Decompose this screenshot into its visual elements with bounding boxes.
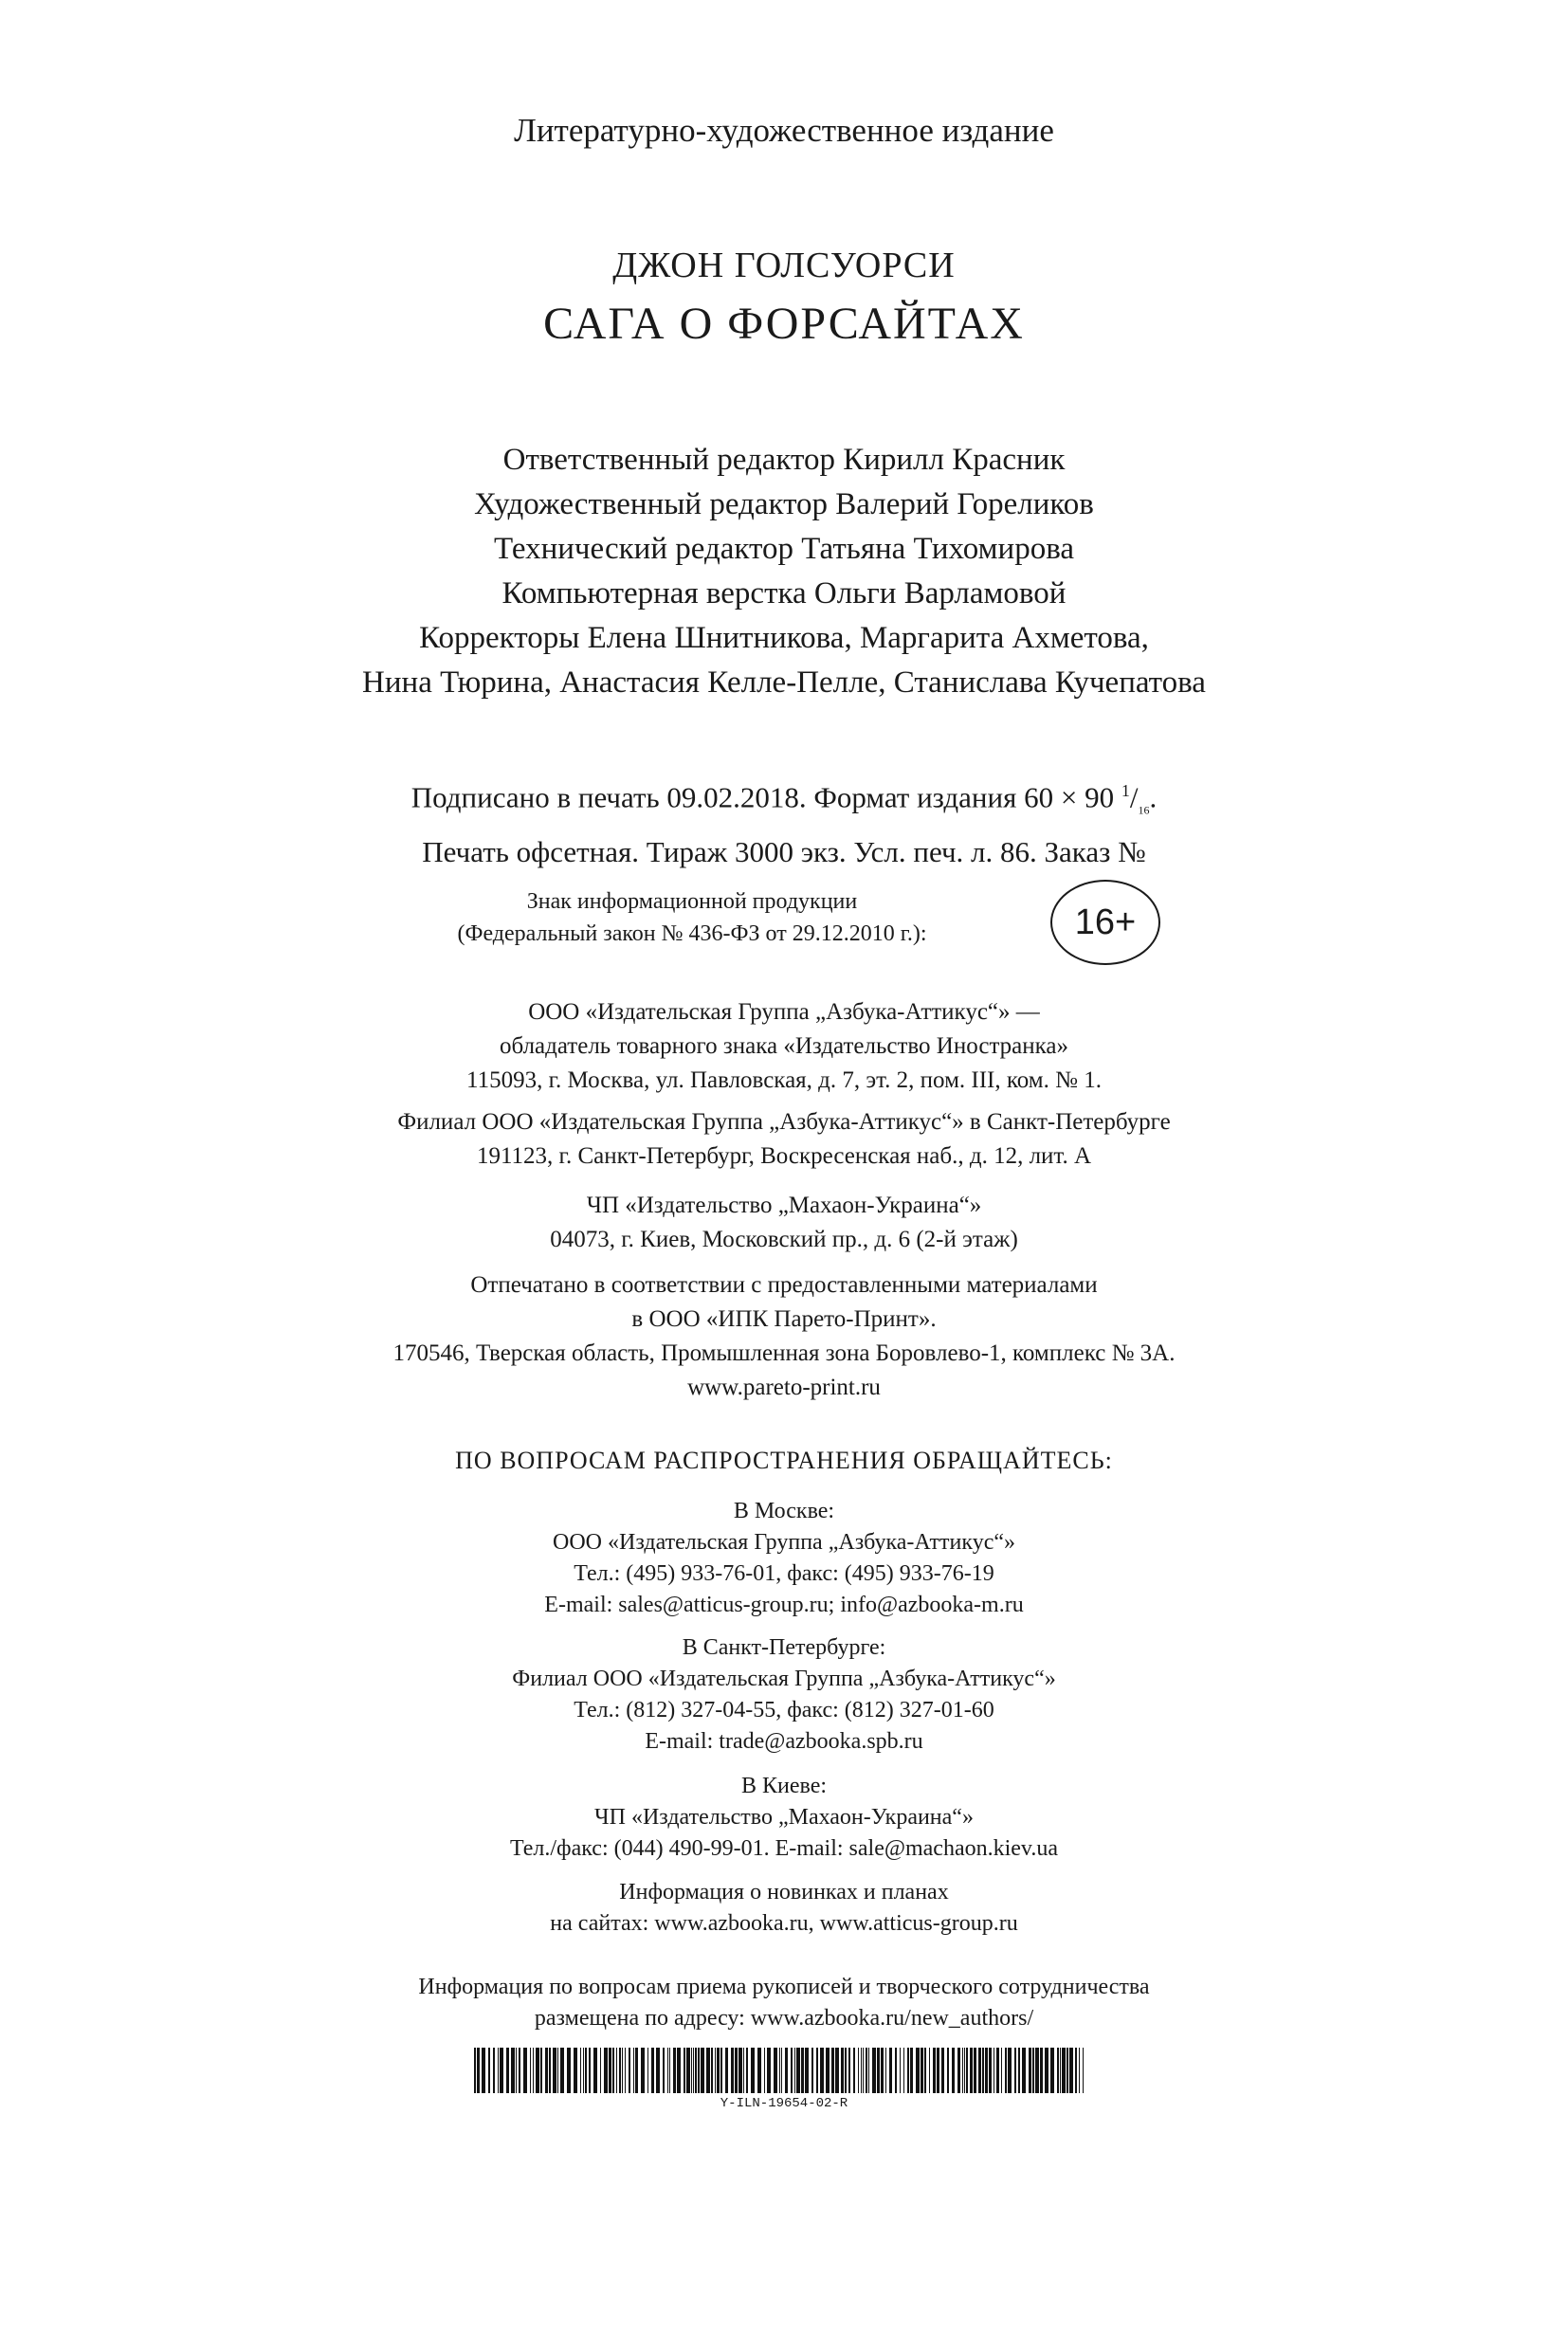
contact-line: Тел./факс: (044) 490-99-01. E-mail: sale@machaon.kiev.ua xyxy=(509,1836,1059,1861)
contact-line: В Киеве: xyxy=(740,1774,828,1798)
contact-line: E-mail: trade@azbooka.spb.ru xyxy=(645,1729,923,1754)
contact-line: В Москве: xyxy=(733,1499,835,1523)
printer-website: www.pareto-print.ru xyxy=(687,1375,881,1400)
distribution-moscow xyxy=(0,1496,1568,1621)
publisher-kiev xyxy=(0,1189,1568,1257)
distribution-kiev xyxy=(0,1771,1568,1865)
barcode-icon xyxy=(474,2048,1090,2093)
contact-line: ЧП «Издательство „Махаон-Украина“» xyxy=(594,1805,974,1830)
printer-line: Отпечатано в соответствии с предоставленными материалами xyxy=(470,1272,1098,1298)
contact-line: Тел.: (812) 327-04-55, факс: (812) 327-01-60 xyxy=(574,1698,994,1722)
info-sign-text xyxy=(360,885,1024,950)
publisher-line: 04073, г. Киев, Московский пр., д. 6 (2-й этаж) xyxy=(550,1227,1018,1252)
info-product-sign xyxy=(0,885,1568,980)
contact-line: E-mail: sales@atticus-group.ru; info@azbooka-m.ru xyxy=(544,1593,1024,1617)
print-line-2: Печать офсетная. Тираж 3000 экз. Усл. печ. л. 86. Заказ № xyxy=(422,834,1146,868)
contact-line: Информация по вопросам приема рукописей и творческого сотрудничества xyxy=(418,1975,1150,1999)
credit-line: Компьютерная верстка Ольги Варламовой xyxy=(501,576,1067,611)
printer-line: в ООО «ИПК Парето-Принт». xyxy=(631,1306,937,1332)
publisher-line: ЧП «Издательство „Махаон-Украина“» xyxy=(586,1193,982,1218)
distribution-spb xyxy=(0,1632,1568,1758)
publisher-line: обладатель товарного знака «Издательство Иностранка» xyxy=(499,1033,1069,1059)
age-rating-badge: 16+ xyxy=(1050,880,1160,965)
info-sign-line: (Федеральный закон № 436-ФЗ от 29.12.2010 г.): xyxy=(457,921,927,946)
publisher-spb-branch xyxy=(0,1105,1568,1174)
credit-line: Художественный редактор Валерий Гореликов xyxy=(474,487,1094,521)
publisher-line: Филиал ООО «Издательская Группа „Азбука-Аттикус“» в Санкт-Петербурге xyxy=(397,1109,1171,1135)
book-title: САГА О ФОРСАЙТАХ xyxy=(543,299,1025,349)
credit-line: Ответственный редактор Кирилл Красник xyxy=(502,443,1066,477)
news-info xyxy=(0,1877,1568,1940)
printer-info xyxy=(0,1268,1568,1405)
print-info xyxy=(0,770,1568,873)
print-line-1: Подписано в печать 09.02.2018. Формат издания 60 × 90 $^1/_{16}$. xyxy=(410,780,1158,817)
printer-line: 170546, Тверская область, Промышленная зона Боровлево-1, комплекс № 3А. xyxy=(392,1340,1176,1366)
manuscripts-info xyxy=(0,1972,1568,2034)
credit-line: Технический редактор Татьяна Тихомирова xyxy=(493,532,1074,566)
format-denominator: 16 xyxy=(1138,803,1150,817)
author-name: ДЖОН ГОЛСУОРСИ xyxy=(612,246,956,285)
distribution-heading: ПО ВОПРОСАМ РАСПРОСТРАНЕНИЯ ОБРАЩАЙТЕСЬ: xyxy=(455,1447,1113,1474)
publisher-line: 115093, г. Москва, ул. Павловская, д. 7, эт. 2, пом. III, ком. № 1. xyxy=(466,1067,1102,1093)
contact-line: В Санкт-Петербурге: xyxy=(682,1635,886,1660)
info-sign-line: Знак информационной продукции xyxy=(526,889,858,914)
print-signed-format: Подписано в печать 09.02.2018. Формат издания 60 × 90 xyxy=(410,780,1115,814)
contact-line: ООО «Издательская Группа „Азбука-Аттикус“» xyxy=(553,1530,1015,1555)
credits-block xyxy=(0,438,1568,705)
format-numerator: 1 xyxy=(1121,781,1130,800)
edition-type: Литературно-художественное издание xyxy=(514,112,1054,149)
credit-line: Нина Тюрина, Анастасия Келле-Пелле, Станислава Кучепатова xyxy=(362,665,1206,700)
contact-line: на сайтах: www.azbooka.ru, www.atticus-group.ru xyxy=(550,1911,1018,1936)
contact-line: Тел.: (495) 933-76-01, факс: (495) 933-76-19 xyxy=(574,1561,994,1586)
publisher-line: 191123, г. Санкт-Петербург, Воскресенская наб., д. 12, лит. А xyxy=(476,1143,1092,1169)
contact-line: Информация о новинках и планах xyxy=(619,1880,949,1904)
contact-line: размещена по адресу: www.azbooka.ru/new_authors/ xyxy=(534,2006,1034,2031)
publisher-main xyxy=(0,995,1568,1098)
barcode-number: Y-ILN-19654-02-R xyxy=(720,2096,848,2111)
contact-line: Филиал ООО «Издательская Группа „Азбука-Аттикус“» xyxy=(512,1667,1056,1691)
publisher-line: ООО «Издательская Группа „Азбука-Аттикус“» — xyxy=(528,999,1040,1025)
credit-line: Корректоры Елена Шнитникова, Маргарита Ахметова, xyxy=(419,621,1149,655)
